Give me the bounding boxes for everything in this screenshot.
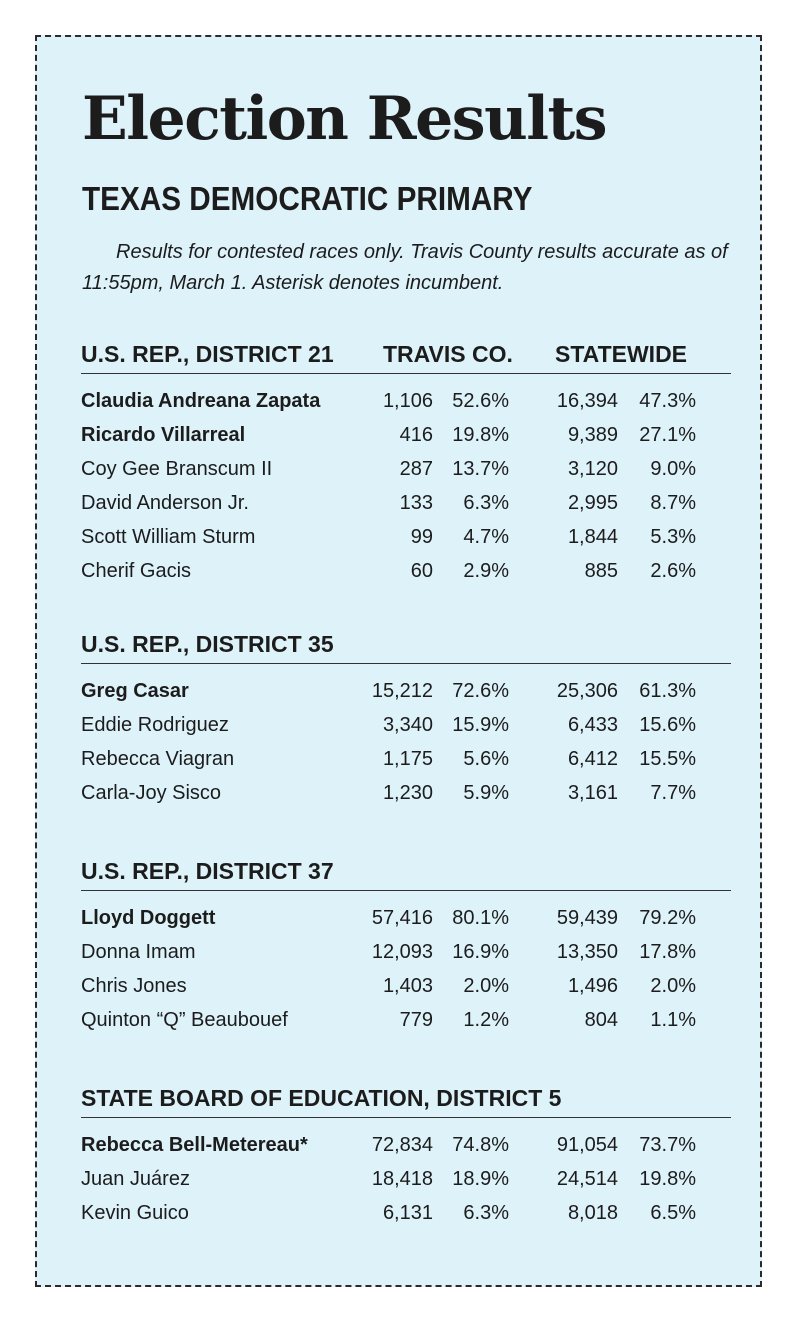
travis-votes: 99 <box>410 526 433 548</box>
race-section <box>81 337 731 588</box>
statewide-votes: 91,054 <box>556 1134 618 1156</box>
candidate-name: Claudia Andreana Zapata <box>81 390 321 412</box>
candidate-row <box>81 1162 731 1196</box>
candidate-name: Cherif Gacis <box>81 560 192 582</box>
candidate-name: Carla-Joy Sisco <box>81 782 222 804</box>
candidate-row <box>81 384 731 418</box>
statewide-percent: 19.8% <box>639 1168 696 1190</box>
statewide-votes: 885 <box>584 560 618 582</box>
candidate-row <box>81 1196 731 1230</box>
statewide-percent: 47.3% <box>639 390 696 412</box>
section-divider <box>81 1117 731 1118</box>
statewide-votes: 16,394 <box>556 390 618 412</box>
travis-percent: 52.6% <box>452 390 509 412</box>
race-section <box>81 627 731 810</box>
race-header <box>81 627 731 661</box>
statewide-votes: 1,496 <box>567 975 618 997</box>
page-subtitle: TEXAS DEMOCRATIC PRIMARY <box>82 180 533 217</box>
travis-percent: 74.8% <box>452 1134 509 1156</box>
page-title: Election Results <box>82 84 606 154</box>
travis-votes: 60 <box>410 560 433 582</box>
candidate-name: Scott William Sturm <box>81 526 256 548</box>
statewide-percent: 6.5% <box>650 1202 696 1224</box>
candidate-row <box>81 674 731 708</box>
race-heading: U.S. REP., DISTRICT 35 <box>81 631 334 657</box>
candidate-name: Greg Casar <box>81 680 189 702</box>
statewide-votes: 6,412 <box>567 748 618 770</box>
travis-percent: 1.2% <box>463 1009 509 1031</box>
statewide-votes: 3,120 <box>567 458 618 480</box>
column-header-statewide: STATEWIDE <box>555 341 688 367</box>
candidate-name: Juan Juárez <box>81 1168 190 1190</box>
travis-percent: 2.9% <box>463 560 509 582</box>
section-divider <box>81 663 731 664</box>
candidate-row <box>81 708 731 742</box>
travis-percent: 2.0% <box>463 975 509 997</box>
candidate-row <box>81 935 731 969</box>
candidate-row <box>81 969 731 1003</box>
travis-percent: 15.9% <box>452 714 509 736</box>
travis-percent: 4.7% <box>463 526 509 548</box>
statewide-percent: 79.2% <box>639 907 696 929</box>
race-header <box>81 337 731 371</box>
statewide-percent: 17.8% <box>639 941 696 963</box>
candidate-name: Rebecca Bell-Metereau* <box>81 1134 308 1156</box>
candidate-name: Rebecca Viagran <box>81 748 235 770</box>
statewide-votes: 25,306 <box>556 680 618 702</box>
candidate-row <box>81 1003 731 1037</box>
travis-votes: 416 <box>399 424 433 446</box>
statewide-votes: 2,995 <box>567 492 618 514</box>
travis-votes: 287 <box>399 458 433 480</box>
statewide-votes: 8,018 <box>567 1202 618 1224</box>
candidate-row <box>81 742 731 776</box>
candidate-row <box>81 1128 731 1162</box>
statewide-percent: 7.7% <box>650 782 696 804</box>
candidate-name: Lloyd Doggett <box>81 907 216 929</box>
travis-votes: 12,093 <box>371 941 433 963</box>
candidate-name: David Anderson Jr. <box>81 492 249 514</box>
travis-percent: 80.1% <box>452 907 509 929</box>
travis-votes: 15,212 <box>371 680 433 702</box>
statewide-percent: 1.1% <box>650 1009 696 1031</box>
statewide-votes: 9,389 <box>567 424 618 446</box>
travis-percent: 5.6% <box>463 748 509 770</box>
candidate-row <box>81 901 731 935</box>
travis-percent: 13.7% <box>452 458 509 480</box>
travis-votes: 779 <box>399 1009 433 1031</box>
travis-votes: 72,834 <box>371 1134 433 1156</box>
statewide-percent: 9.0% <box>650 458 696 480</box>
travis-percent: 19.8% <box>452 424 509 446</box>
candidate-row <box>81 776 731 810</box>
statewide-votes: 1,844 <box>567 526 618 548</box>
travis-percent: 72.6% <box>452 680 509 702</box>
travis-percent: 6.3% <box>463 492 509 514</box>
statewide-percent: 8.7% <box>650 492 696 514</box>
travis-votes: 6,131 <box>382 1202 433 1224</box>
intro-note: Results for contested races only. Travis County results accurate as of 11:55pm, March 1. Asterisk denotes incumbent. <box>82 241 728 294</box>
candidate-name: Eddie Rodriguez <box>81 714 229 736</box>
statewide-percent: 2.0% <box>650 975 696 997</box>
statewide-percent: 5.3% <box>650 526 696 548</box>
travis-votes: 3,340 <box>382 714 433 736</box>
travis-votes: 1,403 <box>382 975 433 997</box>
candidate-row <box>81 554 731 588</box>
candidate-name: Coy Gee Branscum II <box>81 458 273 480</box>
race-heading: STATE BOARD OF EDUCATION, DISTRICT 5 <box>81 1085 562 1111</box>
race-heading: U.S. REP., DISTRICT 37 <box>81 858 334 884</box>
race-section <box>81 854 731 1037</box>
statewide-votes: 13,350 <box>556 941 618 963</box>
statewide-percent: 2.6% <box>650 560 696 582</box>
statewide-votes: 59,439 <box>556 907 618 929</box>
travis-votes: 57,416 <box>371 907 433 929</box>
candidate-row <box>81 452 731 486</box>
statewide-percent: 73.7% <box>639 1134 696 1156</box>
travis-votes: 1,175 <box>382 748 433 770</box>
travis-percent: 16.9% <box>452 941 509 963</box>
candidate-name: Kevin Guico <box>81 1202 189 1224</box>
race-section <box>81 1081 731 1230</box>
race-heading: U.S. REP., DISTRICT 21 <box>81 341 334 367</box>
travis-votes: 133 <box>399 492 433 514</box>
results-card <box>35 35 762 1287</box>
statewide-percent: 27.1% <box>639 424 696 446</box>
candidate-row <box>81 418 731 452</box>
statewide-percent: 61.3% <box>639 680 696 702</box>
column-header-travis: TRAVIS CO. <box>383 341 513 367</box>
race-header <box>81 1081 731 1115</box>
statewide-votes: 24,514 <box>556 1168 618 1190</box>
statewide-votes: 804 <box>584 1009 618 1031</box>
travis-votes: 1,230 <box>382 782 433 804</box>
candidate-name: Donna Imam <box>81 941 196 963</box>
section-divider <box>81 890 731 891</box>
travis-percent: 5.9% <box>463 782 509 804</box>
travis-percent: 18.9% <box>452 1168 509 1190</box>
statewide-percent: 15.5% <box>639 748 696 770</box>
section-divider <box>81 373 731 374</box>
travis-votes: 18,418 <box>371 1168 433 1190</box>
travis-percent: 6.3% <box>463 1202 509 1224</box>
statewide-percent: 15.6% <box>639 714 696 736</box>
race-header <box>81 854 731 888</box>
candidate-name: Ricardo Villarreal <box>81 424 246 446</box>
candidate-name: Quinton “Q” Beaubouef <box>81 1009 288 1031</box>
travis-votes: 1,106 <box>382 390 433 412</box>
candidate-row <box>81 520 731 554</box>
statewide-votes: 6,433 <box>567 714 618 736</box>
candidate-name: Chris Jones <box>81 975 187 997</box>
statewide-votes: 3,161 <box>567 782 618 804</box>
candidate-row <box>81 486 731 520</box>
